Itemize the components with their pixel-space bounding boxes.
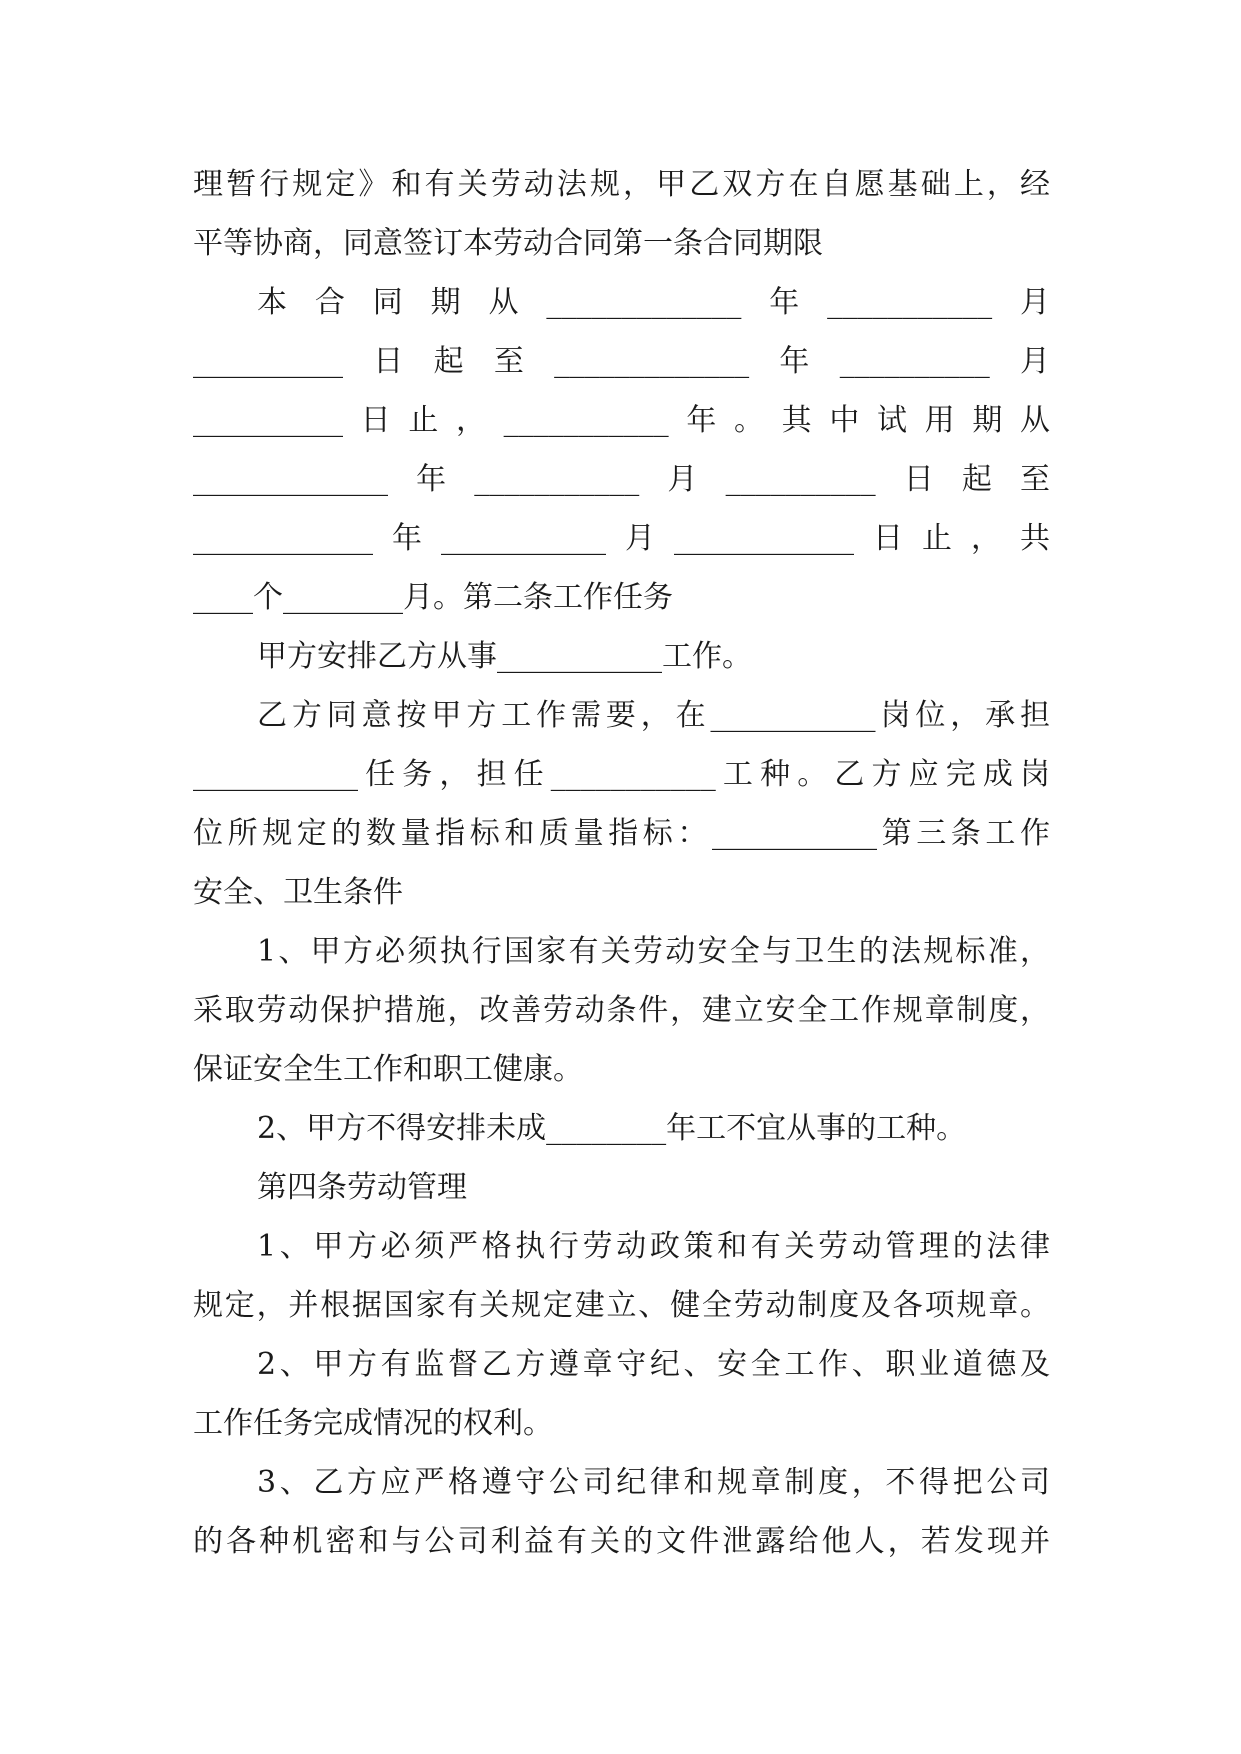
text-line: __________日止，___________年。其中试用期从 xyxy=(193,403,1050,438)
text-line: 3、乙方应严格遵守公司纪律和规章制度，不得把公司 xyxy=(257,1465,1050,1500)
text-line: 第四条劳动管理 xyxy=(257,1170,467,1205)
text-line: 规定，并根据国家有关规定建立、健全劳动制度及各项规章。 xyxy=(193,1288,1050,1323)
text-line: _____________年___________月__________日起至 xyxy=(193,462,1050,497)
text-line: 安全、卫生条件 xyxy=(193,875,403,910)
text-line: ___________任务，担任___________工种。乙方应完成岗 xyxy=(193,757,1050,792)
text-line: 甲方安排乙方从事___________工作。 xyxy=(257,639,752,674)
text-line: ____________年___________月____________日止，共 xyxy=(193,521,1050,556)
text-line: 采取劳动保护措施，改善劳动条件，建立安全工作规章制度， xyxy=(193,993,1050,1028)
text-line: 保证安全生工作和职工健康。 xyxy=(193,1052,583,1087)
text-line: 1、甲方必须执行国家有关劳动安全与卫生的法规标准， xyxy=(257,934,1050,969)
text-line: 位所规定的数量指标和质量指标：___________第三条工作 xyxy=(193,816,1050,851)
text-line: 1、甲方必须严格执行劳动政策和有关劳动管理的法律 xyxy=(257,1229,1050,1264)
text-line: 乙方同意按甲方工作需要，在___________岗位，承担 xyxy=(257,698,1050,733)
text-line: 2、甲方有监督乙方遵章守纪、安全工作、职业道德及 xyxy=(257,1347,1050,1382)
text-line: __________日起至_____________年__________月 xyxy=(193,344,1050,379)
text-line: 2、甲方不得安排未成________年工不宜从事的工种。 xyxy=(257,1111,967,1146)
text-line: 的各种机密和与公司利益有关的文件泄露给他人，若发现并 xyxy=(193,1524,1050,1559)
text-line: ____个________月。第二条工作任务 xyxy=(193,580,673,615)
text-line: 理暂行规定》和有关劳动法规，甲乙双方在自愿基础上，经 xyxy=(193,167,1050,202)
document-body xyxy=(193,155,1050,1571)
text-line: 平等协商，同意签订本劳动合同第一条合同期限 xyxy=(193,226,823,261)
text-line: 工作任务完成情况的权利。 xyxy=(193,1406,553,1441)
text-line: 本合同期从_____________年___________月 xyxy=(257,285,1050,320)
